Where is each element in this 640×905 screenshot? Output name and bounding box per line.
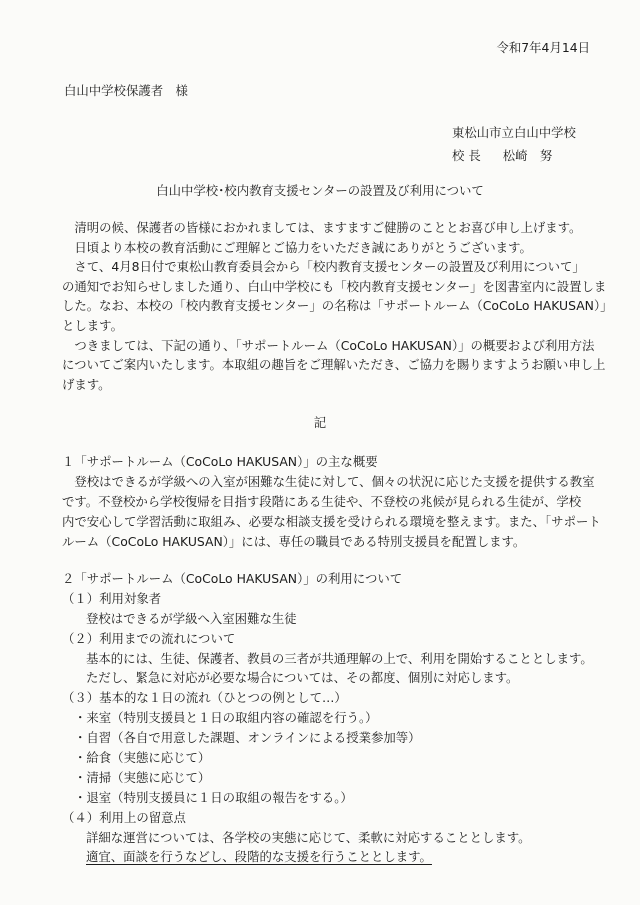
- section-1: [62, 452, 612, 552]
- intro-line: 日頃より本校の教育活動にご理解とご協力をいただき誠にありがとうございます。: [62, 239, 532, 255]
- item-2-text: 基本的には、生徒、保護者、教員の三者が共通理解の上で、利用を開始することとします。: [86, 650, 593, 666]
- intro-line: した。なお、本校の「校内教育支援センター」の名称は「サポートルーム（CoCoLo HAKUSAN）」: [62, 298, 613, 314]
- item-2-heading: （２）利用までの流れについて: [62, 630, 236, 646]
- intro-line: さて、4月8日付で東松山教育委員会から「校内教育支援センターの設置及び利用について」: [62, 259, 585, 275]
- item-4-underlined-text: 適宜、面談を行うなどし、段階的な支援を行うこととします。: [86, 849, 432, 865]
- section-1-line: ルーム（CoCoLo HAKUSAN）」には、専任の職員である特別支援員を配置します。: [62, 534, 526, 549]
- intro-paragraphs: [62, 218, 613, 394]
- document-title: 白山中学校･校内教育支援センターの設置及び利用について: [156, 183, 484, 198]
- sender-name: 松崎 努: [502, 148, 553, 163]
- sender-signature: [452, 146, 552, 164]
- item-4-heading: （４）利用上の留意点: [62, 809, 186, 825]
- day-flow-step: ・清掃（実態に応じて）: [74, 769, 211, 785]
- section-2-heading: ２「サポートルーム（CoCoLo HAKUSAN）」の利用について: [62, 571, 403, 586]
- item-1-text: 登校はできるが学級へ入室困難な生徒: [86, 610, 297, 626]
- document-date: 令和7年4月14日: [496, 40, 590, 55]
- section-2: [62, 569, 612, 867]
- item-2-text: ただし、緊急に対応が必要な場合については、その都度、個別に対応します。: [86, 670, 519, 686]
- day-flow-step: ・自習（各自で用意した課題、オンラインによる授業参加等）: [74, 730, 421, 746]
- section-1-line: 内で安心して学習活動に取組み、必要な相談支援を受けられる環境を整えます。また、「サポート: [62, 514, 601, 529]
- section-1-line: 登校はできるが学級への入室が困難な生徒に対して、個々の状況に応じた支援を提供する教室: [62, 474, 595, 489]
- intro-line: についてご案内いたします。本取組の趣旨をご理解いただき、ご協力を賜りますようお願い申し上: [62, 357, 606, 373]
- intro-line: つきましては、下記の通り、「サポートルーム（CoCoLo HAKUSAN）」の概要および利用方法: [62, 337, 595, 353]
- section-1-heading: １「サポートルーム（CoCoLo HAKUSAN）」の主な概要: [62, 454, 378, 469]
- sender-role: 校 長: [452, 148, 481, 163]
- sender-school: 東松山市立白山中学校: [452, 125, 576, 140]
- item-4-text: 詳細な運営については、各学校の実態に応じて、柔軟に対応することとします。: [86, 829, 531, 845]
- section-1-line: です。不登校から学校復帰を目指す段階にある生徒や、不登校の兆候が見られる生徒が、学校: [62, 494, 582, 509]
- item-3-heading: （３）基本的な１日の流れ（ひとつの例として…）: [62, 690, 347, 706]
- intro-line: とします。: [62, 317, 123, 333]
- intro-line: げます。: [62, 376, 111, 392]
- intro-line: の通知でお知らせしました通り、白山中学校にも「校内教育支援センター」を図書室内に設置しま: [62, 278, 607, 294]
- intro-line: 清明の候、保護者の皆様におかれましては、ますますご健勝のこととお喜び申し上げます。: [62, 220, 582, 235]
- day-flow-step: ・給食（実態に応じて）: [74, 750, 211, 766]
- addressee: 白山中学校保護者 様: [64, 83, 188, 98]
- ki-heading: 記: [313, 415, 327, 430]
- item-1-heading: （１）利用対象者: [62, 590, 162, 606]
- day-flow-step: ・退室（特別支援員に１日の取組の報告をする。）: [74, 789, 353, 805]
- day-flow-step: ・来室（特別支援員と１日の取組内容の確認を行う。）: [74, 710, 378, 726]
